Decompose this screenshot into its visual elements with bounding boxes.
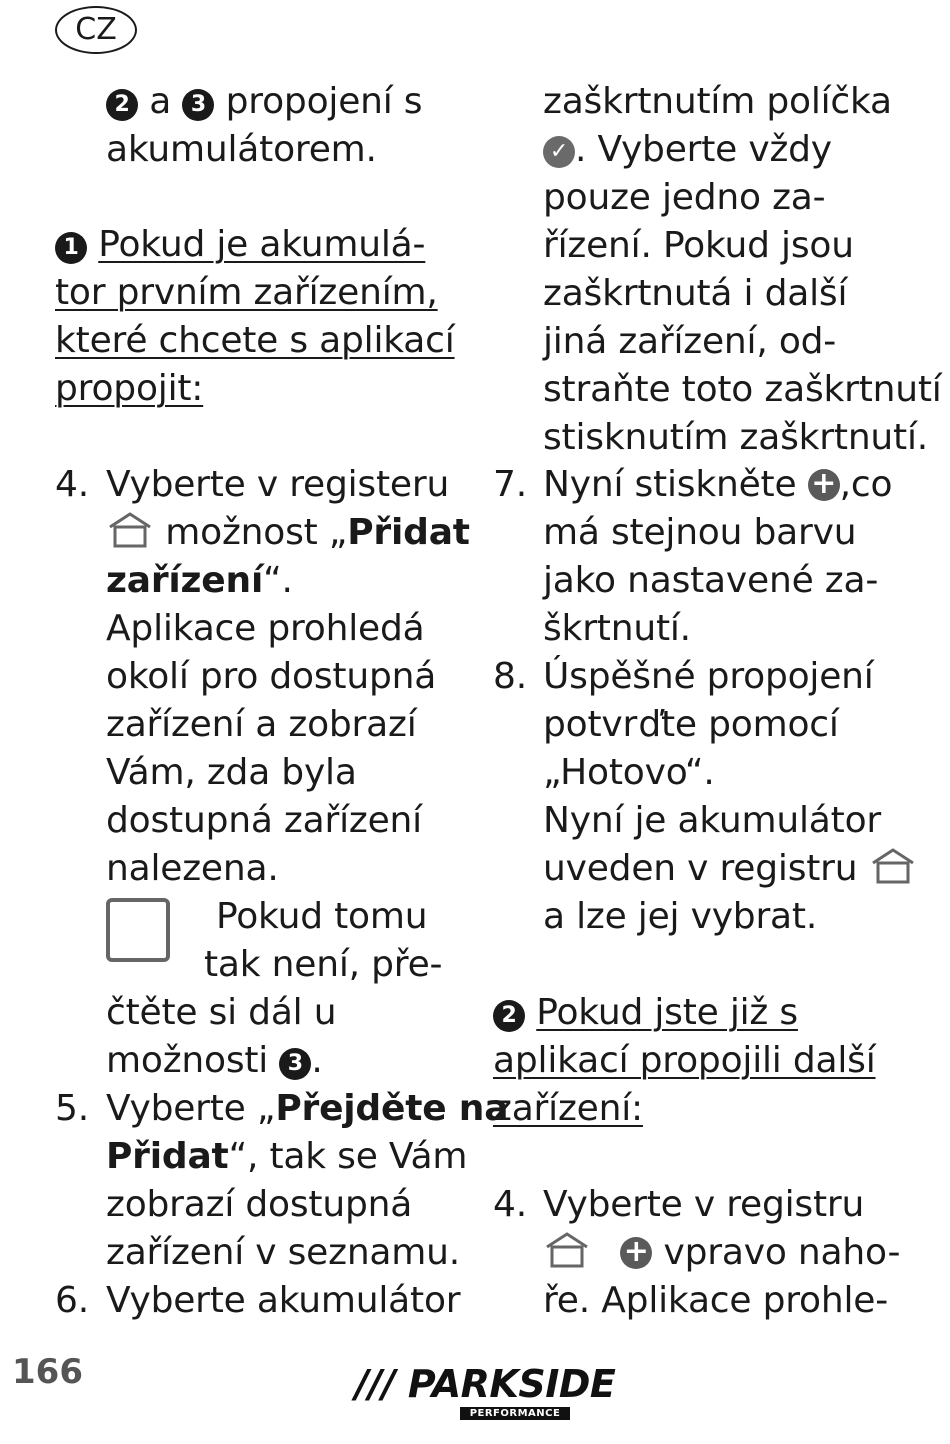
section-2-heading-line-3: zařízení: xyxy=(493,1088,643,1129)
step-7-line-4: škrtnutí. xyxy=(543,608,691,649)
right-line-4: řízení. Pokud jsou xyxy=(543,225,854,266)
step-4-line-5: okolí pro dostupná xyxy=(106,656,437,697)
step-5-number: 5. xyxy=(55,1088,89,1129)
step-8-line-5: uveden v registru xyxy=(543,845,917,893)
check-circle-icon: ✓ xyxy=(543,136,575,168)
info-line-4: možnosti 3 . xyxy=(106,1040,323,1081)
step-4b-line-2: + vpravo naho- xyxy=(543,1229,900,1277)
parkside-logo: /// PARKSIDE xyxy=(355,1362,616,1406)
language-badge: CZ xyxy=(55,6,137,54)
continued-line-1: 2 a 3 propojení s xyxy=(106,78,422,126)
info-line-2: tak není, pře- xyxy=(204,944,443,985)
step-8-line-3: „Hotovo“. xyxy=(543,752,715,793)
section-1-heading-line-3: které chcete s aplikací xyxy=(55,320,455,361)
circled-number-3: 3 xyxy=(182,89,214,121)
info-box-icon xyxy=(106,898,170,962)
section-2-heading-line-2: aplikací propojili další xyxy=(493,1040,876,1081)
step-5-line-3: zobrazí dostupná xyxy=(106,1184,413,1225)
right-line-6: jiná zařízení, od- xyxy=(543,321,837,362)
circled-number-2: 2 xyxy=(106,89,138,121)
continued-line-2: akumulátorem. xyxy=(106,129,377,170)
step-5-line-2: Přidat“, tak se Vám xyxy=(106,1136,468,1177)
house-icon xyxy=(106,510,154,550)
section-1-heading-line-4: propojit: xyxy=(55,368,204,409)
step-8-line-4: Nyní je akumulátor xyxy=(543,800,881,841)
step-4-line-1: Vyberte v registeru xyxy=(106,464,450,505)
house-icon xyxy=(869,846,917,886)
step-7-line-3: jako nastavené za- xyxy=(543,560,879,601)
plus-circle-icon: + xyxy=(620,1237,652,1269)
performance-label: PERFORMANCE xyxy=(460,1407,570,1420)
circled-number-2: 2 xyxy=(493,1000,525,1032)
step-7-line-1: Nyní stiskněte +,co xyxy=(543,464,893,505)
right-line-8: stisknutím zaškrtnutí. xyxy=(543,417,929,458)
section-2-heading-line-1: 2 Pokud jste již s xyxy=(493,989,798,1037)
right-line-3: pouze jedno za- xyxy=(543,177,826,218)
step-4b-number: 4. xyxy=(493,1184,527,1225)
plus-circle-icon: + xyxy=(808,469,840,501)
step-6-number: 6. xyxy=(55,1280,89,1321)
step-4-line-4: Aplikace prohledá xyxy=(106,608,425,649)
step-7-line-2: má stejnou barvu xyxy=(543,512,857,553)
right-line-1: zaškrtnutím políčka xyxy=(543,81,892,122)
step-6-line-1: Vyberte akumulátor xyxy=(106,1280,461,1321)
step-4-line-9: nalezena. xyxy=(106,848,279,889)
step-5-line-4: zařízení v seznamu. xyxy=(106,1232,461,1273)
step-8-line-2: potvrďte pomocí xyxy=(543,704,839,745)
house-icon xyxy=(543,1230,591,1270)
step-7-number: 7. xyxy=(493,464,527,505)
step-8-line-6: a lze jej vybrat. xyxy=(543,896,818,937)
right-line-5: zaškrtnutá i další xyxy=(543,273,848,314)
step-5-line-1: Vyberte „Přejděte na xyxy=(106,1088,509,1129)
right-line-7: straňte toto zaškrtnutí xyxy=(543,369,942,410)
step-4-line-3: zařízení“. xyxy=(106,560,293,601)
section-1-heading-line-1: 1 Pokud je akumulá- xyxy=(55,221,425,269)
circled-number-1: 1 xyxy=(55,232,87,264)
step-4b-line-3: ře. Aplikace prohle- xyxy=(543,1280,889,1321)
step-4-line-8: dostupná zařízení xyxy=(106,800,422,841)
page-number: 166 xyxy=(12,1352,83,1392)
info-line-1: Pokud tomu xyxy=(216,896,428,937)
step-4-number: 4. xyxy=(55,464,89,505)
circled-number-3: 3 xyxy=(279,1048,311,1080)
info-line-3: čtěte si dál u xyxy=(106,992,337,1033)
step-8-number: 8. xyxy=(493,656,527,697)
step-4-line-2: možnost „Přidat xyxy=(106,509,470,557)
step-4-line-6: zařízení a zobrazí xyxy=(106,704,417,745)
step-8-line-1: Úspěšné propojení xyxy=(543,656,874,697)
step-4-line-7: Vám, zda byla xyxy=(106,752,357,793)
right-line-2: ✓ . Vyberte vždy xyxy=(543,126,832,174)
step-4b-line-1: Vyberte v registru xyxy=(543,1184,865,1225)
section-1-heading-line-2: tor prvním zařízením, xyxy=(55,272,438,313)
